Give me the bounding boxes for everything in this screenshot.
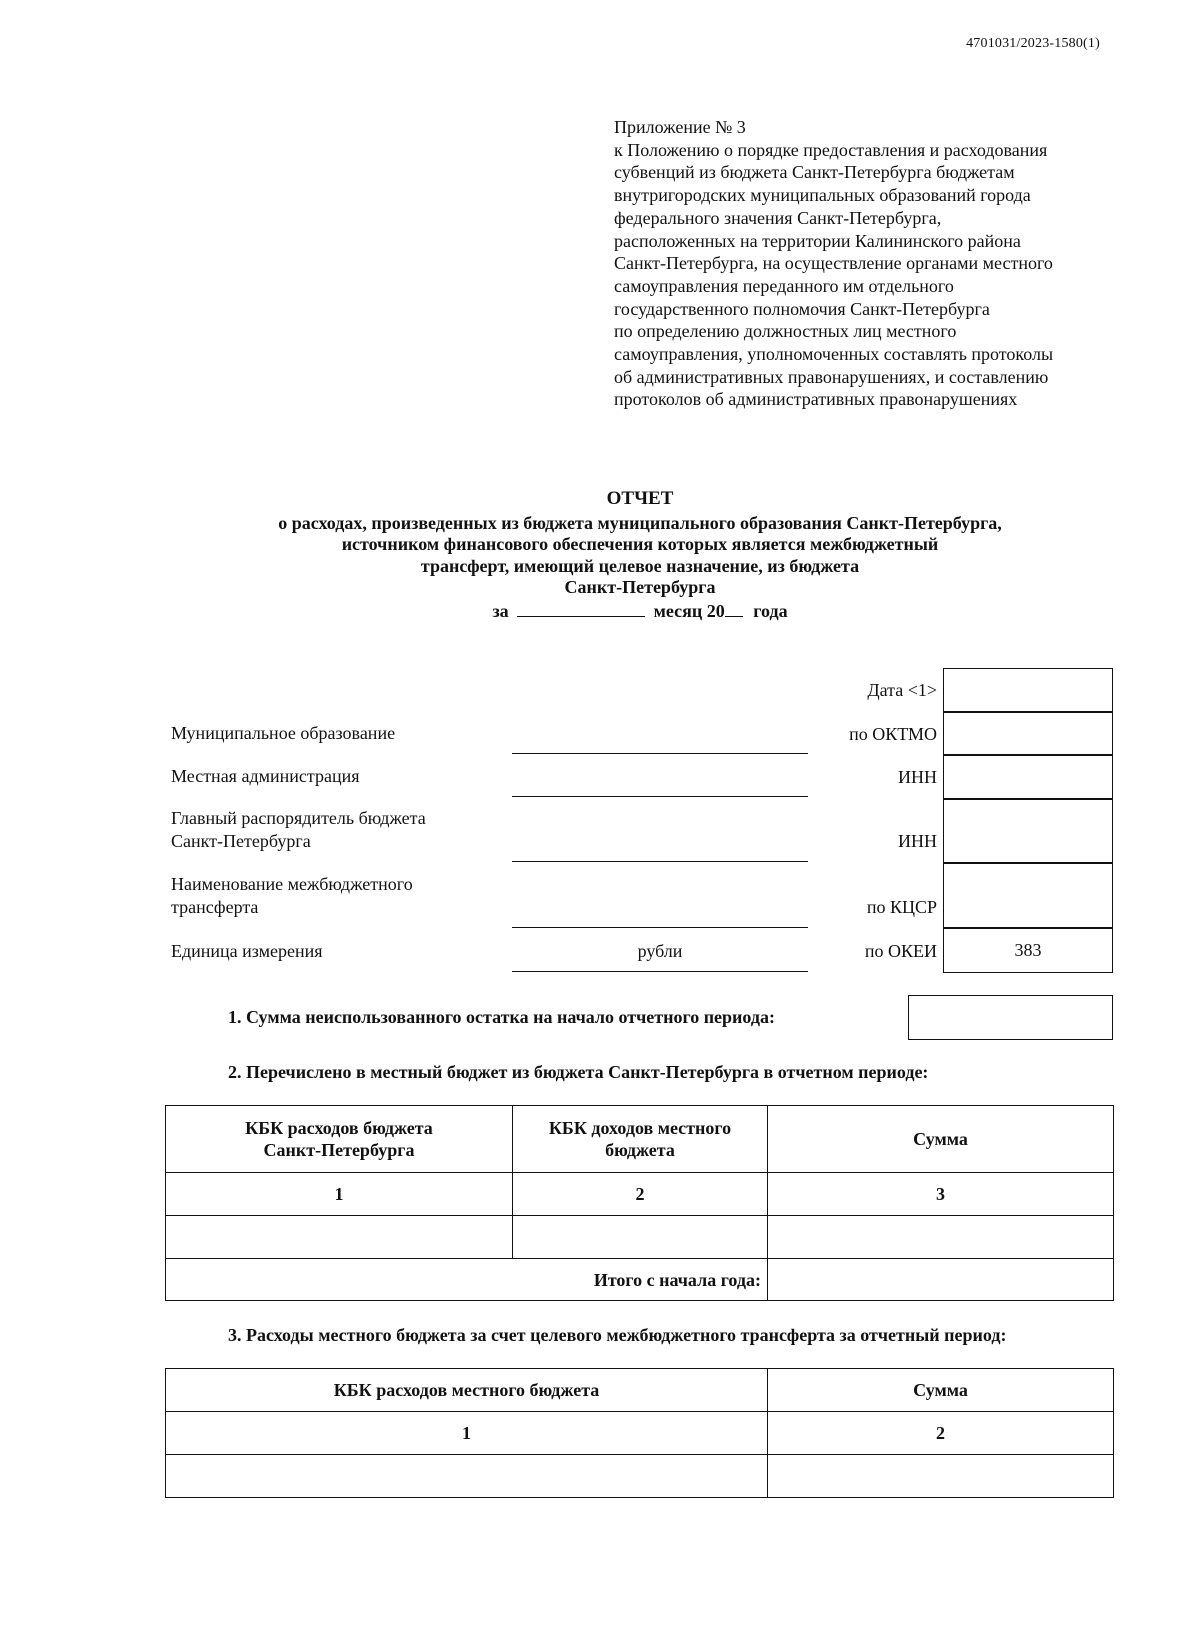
column-number: 3 — [768, 1173, 1114, 1216]
inn-label-2: ИНН — [898, 831, 937, 851]
column-number: 1 — [166, 1173, 513, 1216]
oktmo-label: по ОКТМО — [849, 724, 937, 744]
column-header: Сумма — [768, 1106, 1114, 1173]
report-title — [160, 488, 1120, 622]
period-year-blank[interactable] — [725, 602, 743, 617]
oktmo-code-cell[interactable] — [943, 711, 1113, 756]
appendix-line: Приложение № 3 — [614, 117, 746, 137]
municipality-label: Муниципальное образование — [171, 723, 396, 743]
table-cell[interactable] — [768, 1216, 1114, 1259]
report-period — [160, 601, 1120, 623]
chief-manager-label — [171, 807, 426, 852]
inn-label-1: ИНН — [898, 767, 937, 787]
table-row — [166, 1455, 1114, 1498]
column-number: 2 — [768, 1412, 1114, 1455]
chief-manager-label-line: Главный распорядитель бюджета — [171, 808, 426, 828]
section-1-heading: 1. Сумма неиспользованного остатка на начало отчетного периода: — [228, 1007, 776, 1027]
period-month-label: месяц 20 — [653, 600, 725, 621]
column-number: 1 — [166, 1412, 768, 1455]
appendix-line: к Положению о порядке предоставления и расходования — [614, 139, 1048, 160]
okei-label: по ОКЕИ — [864, 941, 937, 961]
kcsr-label: по КЦСР — [866, 897, 937, 917]
column-header: КБК расходов местного бюджета — [166, 1369, 768, 1412]
table-cell[interactable] — [768, 1455, 1114, 1498]
date-label: Дата <1> — [867, 680, 937, 700]
appendix-line: расположенных на территории Калининского района — [614, 230, 1021, 251]
unused-balance-cell[interactable] — [908, 995, 1113, 1040]
column-header: Сумма — [768, 1369, 1114, 1412]
appendix-line: внутригородских муниципальных образований города — [614, 185, 1031, 206]
chief-manager-field[interactable] — [512, 861, 808, 862]
column-header — [166, 1106, 513, 1173]
administration-field[interactable] — [512, 796, 808, 797]
unit-value: рубли — [637, 941, 683, 961]
table-cell[interactable] — [166, 1455, 768, 1498]
appendix-line: субвенций из бюджета Санкт-Петербурга бюджетам — [614, 162, 1015, 183]
column-header — [513, 1106, 768, 1173]
administration-label: Местная администрация — [171, 766, 360, 786]
transfer-name-field[interactable] — [512, 927, 808, 928]
column-header-line: КБК доходов местного — [548, 1118, 732, 1138]
transfer-name-label-line: Наименование межбюджетного — [171, 874, 413, 894]
chief-manager-label-line: Санкт-Петербурга — [171, 830, 311, 851]
transfer-name-label-line: трансферта — [171, 896, 259, 917]
appendix-line: об административных правонарушениях, и составлению — [614, 366, 1049, 387]
unit-label: Единица измерения — [171, 941, 323, 961]
transfer-name-label — [171, 873, 413, 918]
appendix-line: Санкт-Петербурга, на осуществление органами местного — [614, 253, 1053, 274]
period-month-blank[interactable] — [517, 602, 645, 617]
period-prefix: за — [492, 600, 509, 621]
okei-code-value: 383 — [1014, 940, 1042, 960]
appendix-line: самоуправления переданного им отдельного — [614, 275, 954, 296]
inn-code-cell-2[interactable] — [943, 798, 1113, 864]
date-code-cell[interactable] — [943, 668, 1113, 713]
page-title: ОТЧЕТ — [606, 488, 674, 509]
column-header-line: КБК расходов бюджета — [245, 1118, 433, 1138]
kcsr-code-cell[interactable] — [943, 862, 1113, 929]
appendix-line: государственного полномочия Санкт-Петербурга — [614, 298, 990, 319]
expenses-table — [165, 1368, 1114, 1498]
section-2-heading: 2. Перечислено в местный бюджет из бюджета Санкт-Петербурга в отчетном периоде: — [228, 1062, 929, 1082]
period-suffix: года — [753, 600, 788, 621]
municipality-field[interactable] — [512, 753, 808, 754]
column-header-line: бюджета — [605, 1140, 675, 1160]
title-line: источником финансового обеспечения которых является межбюджетный — [341, 534, 939, 554]
appendix-header — [614, 116, 1134, 411]
inn-code-cell-1[interactable] — [943, 754, 1113, 800]
appendix-line: самоуправления, уполномоченных составлять протоколы — [614, 344, 1054, 365]
transfers-table — [165, 1105, 1114, 1301]
unit-field — [512, 971, 808, 972]
appendix-line: протоколов об административных правонарушениях — [614, 389, 1018, 410]
total-row — [166, 1259, 1114, 1301]
table-cell[interactable] — [166, 1216, 513, 1259]
appendix-line: по определению должностных лиц местного — [614, 321, 957, 342]
column-header-line: Санкт-Петербурга — [263, 1140, 415, 1160]
table-header-row — [166, 1106, 1114, 1173]
appendix-line: федерального значения Санкт-Петербурга, — [614, 207, 942, 228]
table-row — [166, 1216, 1114, 1259]
total-label: Итого с начала года: — [166, 1259, 768, 1301]
document-number: 4701031/2023-1580(1) — [966, 36, 1100, 51]
section-3-heading: 3. Расходы местного бюджета за счет целевого межбюджетного трансферта за отчетный период: — [228, 1325, 1007, 1345]
table-header-row — [166, 1369, 1114, 1412]
column-number: 2 — [513, 1173, 768, 1216]
total-value-cell[interactable] — [768, 1259, 1114, 1301]
title-line: о расходах, произведенных из бюджета муниципального образования Санкт-Петербурга, — [278, 512, 1002, 533]
column-number-row — [166, 1412, 1114, 1455]
title-line: трансферт, имеющий целевое назначение, из бюджета — [420, 555, 860, 576]
column-number-row — [166, 1173, 1114, 1216]
table-cell[interactable] — [513, 1216, 768, 1259]
title-line: Санкт-Петербурга — [564, 577, 716, 597]
